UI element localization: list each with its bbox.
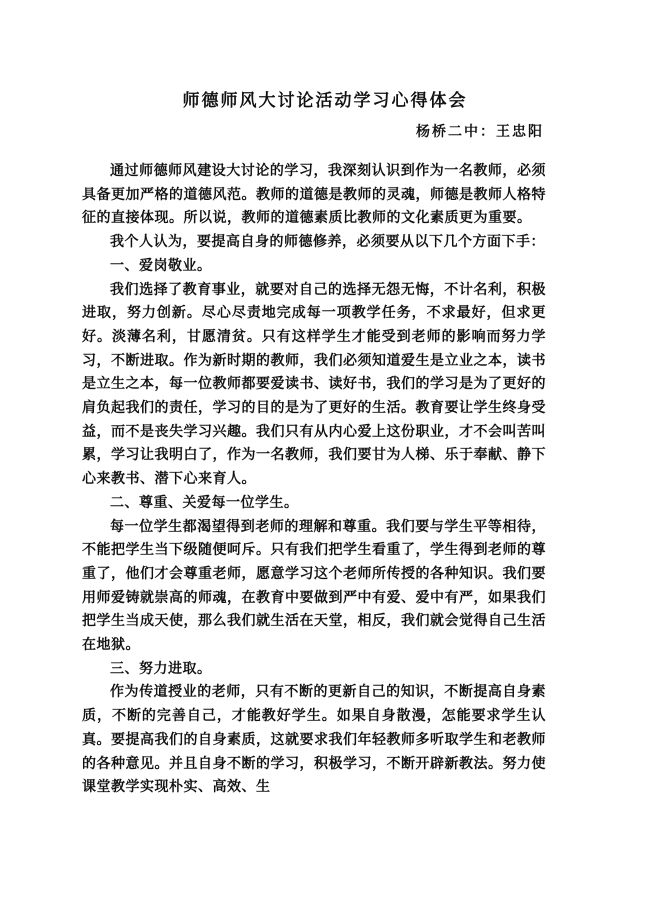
paragraph-opinion: 我个人认为，要提高自身的师德修养，必须要从以下几个方面下手： <box>110 234 545 251</box>
document-body <box>82 160 546 800</box>
document-title: 师德师风大讨论活动学习心得体会 <box>182 91 468 111</box>
section-heading-1: 一、爱岗敬业。 <box>110 257 212 274</box>
section-heading-3: 三、努力进取。 <box>110 660 212 677</box>
document-author: 杨桥二中：王忠阳 <box>416 124 544 140</box>
section-heading-2: 二、尊重、关爱每一位学生。 <box>110 494 299 511</box>
paragraph-section-3: 作为传道授业的老师，只有不断的更新自己的知识，不断提高自身素质，不断的完善自己，才能教好学生。如果自身散漫，怎能要求学生认真。要提高我们的自身素质，这就要求我们年轻教师多听取学生和老教师的各种意见。并且自身不断的学习，积极学习，不断开辟新教法。努力使课堂教学实现朴实、高效、生 <box>82 684 546 796</box>
paragraph-section-2: 每一位学生都渴望得到老师的理解和尊重。我们要与学生平等相待，不能把学生当下级随便呵斥。只有我们把学生看重了，学生得到老师的尊重了，他们才会尊重老师，愿意学习这个老师所传授的各种知识。我们要用师爱铸就崇高的师魂，在教育中要做到严中有爱、爱中有严，如果我们把学生当成天使，那么我们就生活在天堂，相反，我们就会觉得自己生活在地狱。 <box>82 518 546 654</box>
paragraph-intro: 通过师德师风建设大讨论的学习，我深刻认识到作为一名教师，必须具备更加严格的道德风范。教师的道德是教师的灵魂，师德是教师人格特征的直接体现。所以说，教师的道德素质比教师的文化素质更为重要。 <box>82 163 546 227</box>
paragraph-section-1: 我们选择了教育事业，就要对自己的选择无怨无悔，不计名利，积极进取，努力创新。尽心尽责地完成每一项教学任务，不求最好，但求更好。淡薄名利，甘愿清贫。只有这样学生才能受到老师的影响而努力学习，不断进取。作为新时期的教师，我们必须知道爱生是立业之本，读书是立生之本，每一位教师都要爱读书、读好书，我们的学习是为了更好的肩负起我们的责任，学习的目的是为了更好的生活。教育要让学生终身受益，而不是丧失学习兴趣。我们只有从内心爱上这份职业，才不会叫苦叫累，学习让我明白了，作为一名教师，我们要甘为人梯、乐于奉献、静下心来教书、潜下心来育人。 <box>82 281 546 488</box>
